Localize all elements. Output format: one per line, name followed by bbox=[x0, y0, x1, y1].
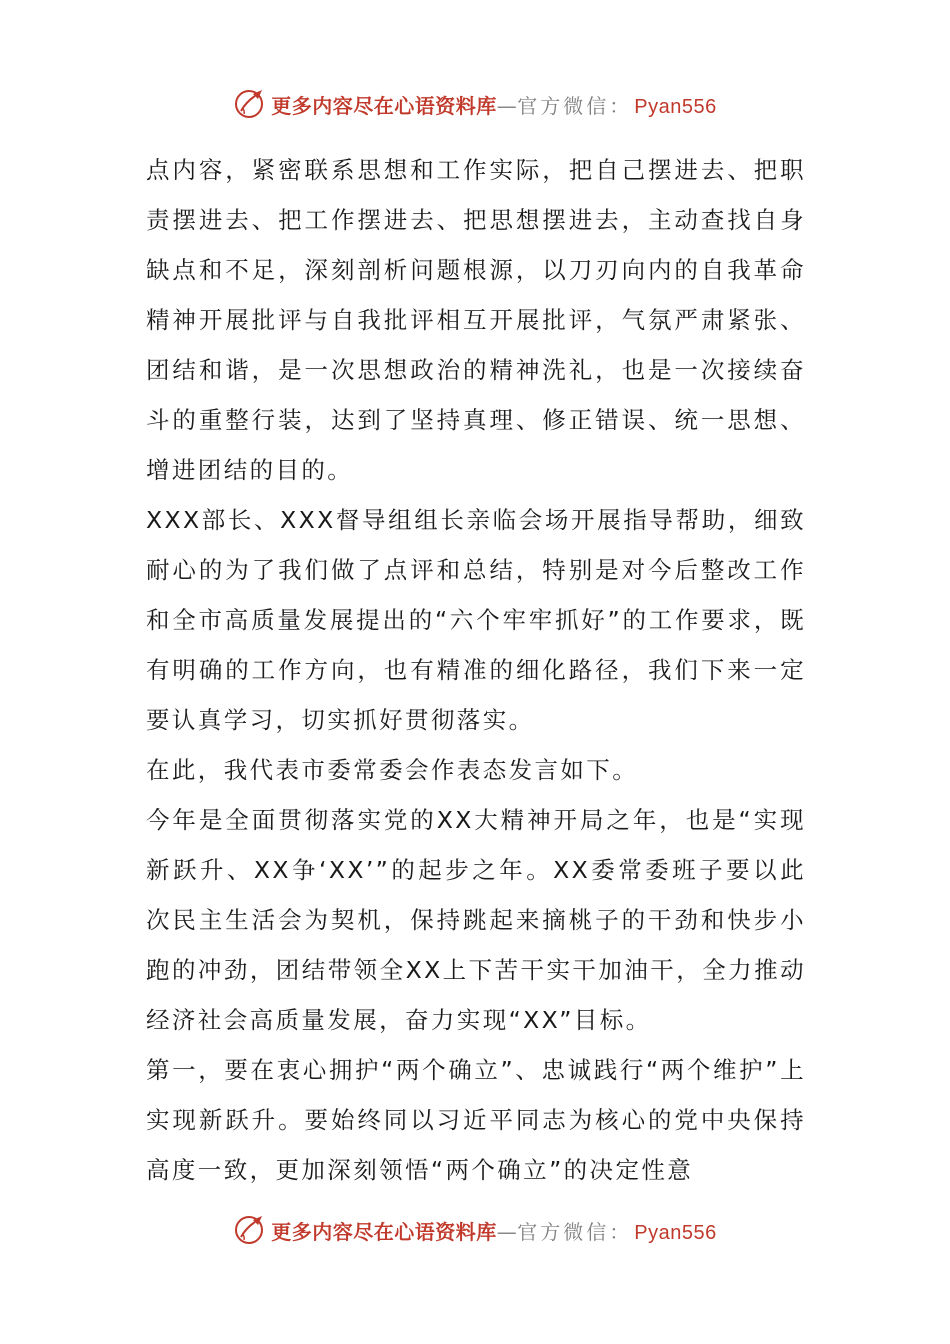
watermark-main-text: 更多内容尽在心语资料库 bbox=[271, 93, 497, 118]
paragraph-1: 点内容，紧密联系思想和工作实际，把自己摆进去、把职责摆进去、把工作摆进去、把思想摆进去，主动查找自身缺点和不足，深刻剖析问题根源，以刀刃向内的自我革命精神开展批评与自我批评相互开展批评，气氛严肃紧张、团结和谐，是一次思想政治的精神洗礼，也是一次接续奋斗的重整行装，达到了坚持真理、修正错误、统一思想、增进团结的目的。 bbox=[146, 156, 806, 484]
watermark-sub-text: 官方微信： bbox=[517, 93, 633, 118]
watermark-dash: — bbox=[496, 93, 518, 118]
document-body bbox=[146, 145, 806, 1195]
paragraph-2: XXX部长、XXX督导组组长亲临会场开展指导帮助，细致耐心的为了我们做了点评和总结，特别是对今后整改工作和全市高质量发展提出的“六个牢牢抓好”的工作要求，既有明确的工作方向，也有精准的细化路径，我们下来一定要认真学习，切实抓好贯彻落实。 bbox=[146, 506, 806, 734]
watermark-dash: — bbox=[496, 1219, 518, 1244]
watermark-sub-text: 官方微信： bbox=[517, 1219, 633, 1244]
watermark-main-text: 更多内容尽在心语资料库 bbox=[271, 1219, 497, 1244]
pen-logo-icon bbox=[233, 87, 267, 121]
watermark-footer bbox=[0, 1210, 950, 1250]
paragraph-4: 今年是全面贯彻落实党的XX大精神开局之年，也是“实现新跃升、XX争‘XX’”的起步之年。XX委常委班子要以此次民主生活会为契机，保持跳起来摘桃子的干劲和快步小跑的冲劲，团结带领全XX上下苦干实干加油干，全力推动经济社会高质量发展，奋力实现“XX”目标。 bbox=[146, 806, 806, 1034]
paragraph-3: 在此，我代表市委常委会作表态发言如下。 bbox=[146, 756, 639, 784]
watermark-id: Pyan556 bbox=[634, 1221, 717, 1244]
watermark-id: Pyan556 bbox=[634, 95, 717, 118]
watermark-header bbox=[0, 84, 950, 124]
pen-logo-icon bbox=[233, 1213, 267, 1247]
paragraph-5: 第一，要在衷心拥护“两个确立”、忠诚践行“两个维护”上实现新跃升。要始终同以习近平同志为核心的党中央保持高度一致，更加深刻领悟“两个确立”的决定性意 bbox=[146, 1056, 806, 1184]
